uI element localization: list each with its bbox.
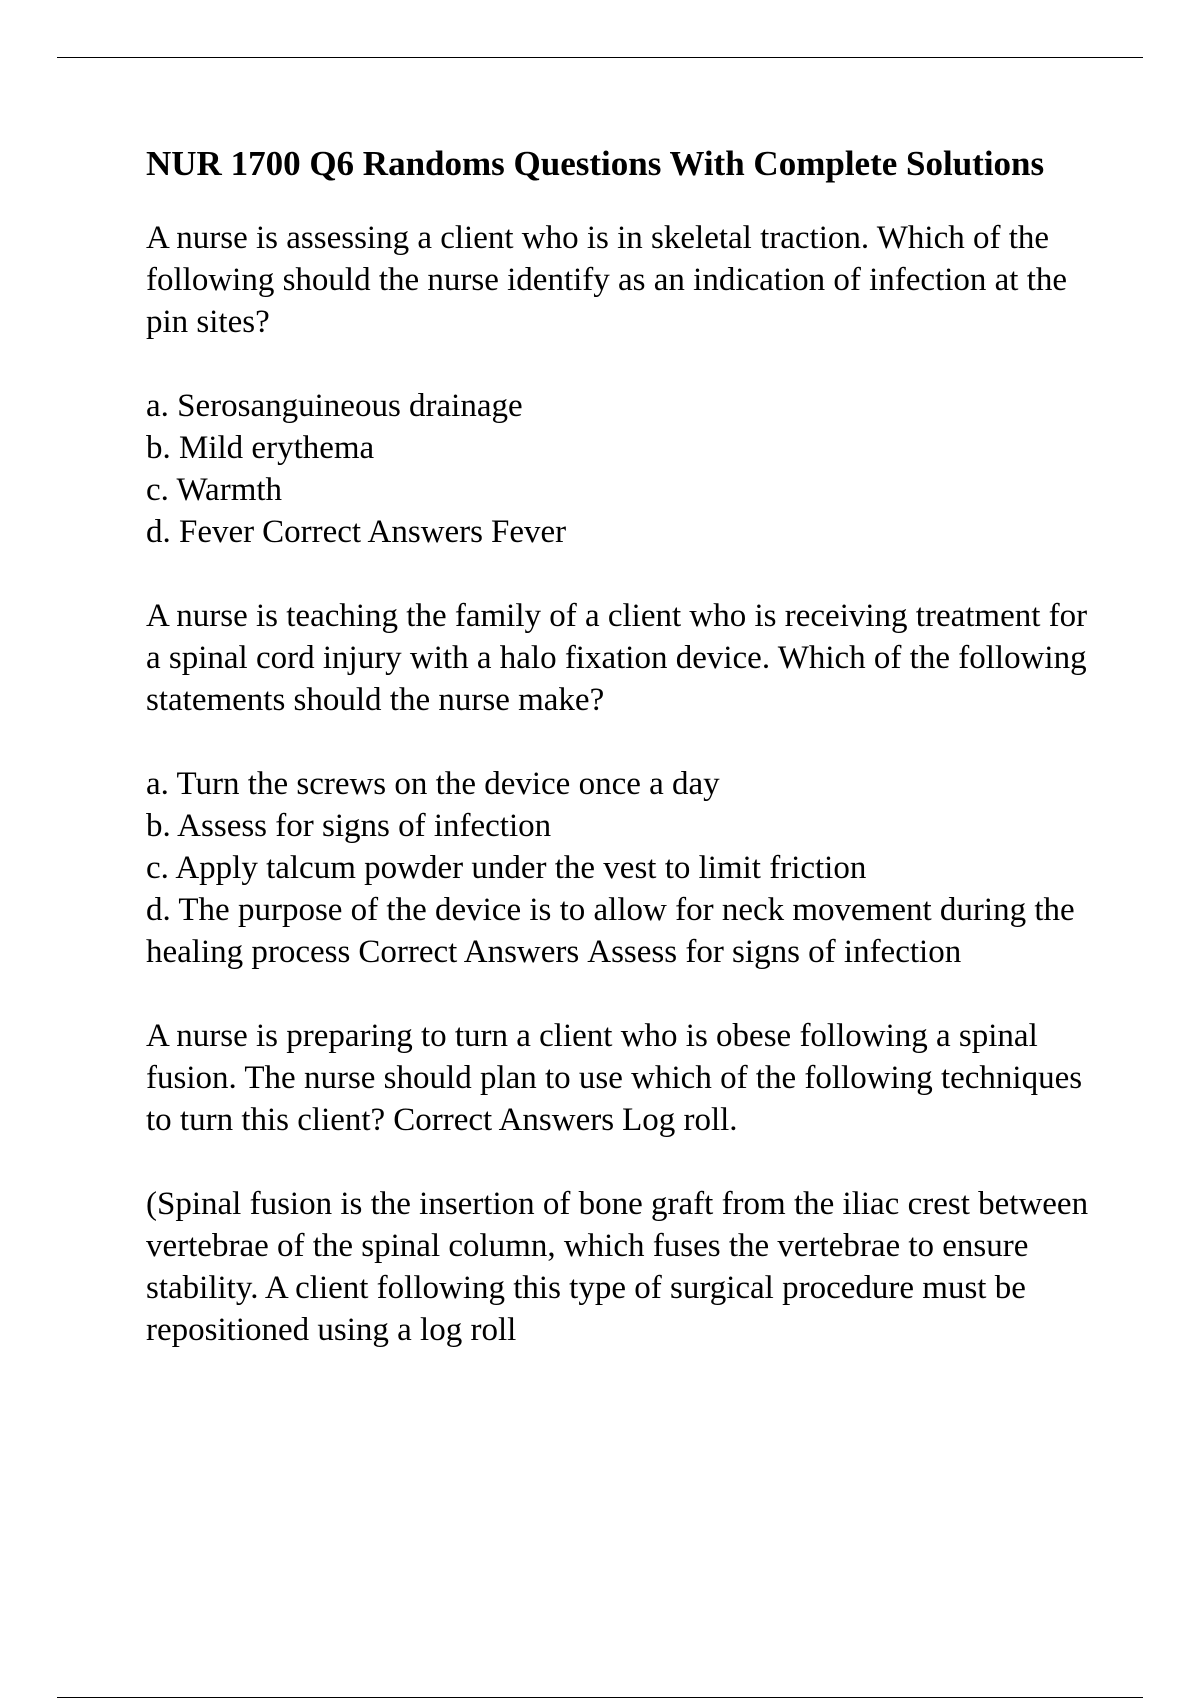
question-2-answer-label: Correct Answers	[358, 934, 580, 970]
question-1-stem: A nurse is assessing a client who is in skeletal traction. Which of the following should the nurse identify as an indication of infection at the pin sites?	[146, 220, 1068, 340]
question-2-option-c: c. Apply talcum powder under the vest to limit friction	[146, 850, 867, 886]
question-3-answer-label: Correct Answers	[393, 1102, 615, 1138]
rationale-paragraph: (Spinal fusion is the insertion of bone graft from the iliac crest between vertebrae of the spinal column, which fuses the vertebrae to ensure stability. A client following this type of surgical procedure must be repositioned using a log roll	[146, 1186, 1089, 1348]
question-1-option-d: d. Fever	[146, 514, 255, 550]
question-1-option-d-with-answer	[146, 511, 1106, 553]
question-1-options	[146, 385, 1106, 553]
question-2-stem: A nurse is teaching the family of a client who is receiving treatment for a spinal cord injury with a halo fixation device. Which of the following statements should the nurse make?	[146, 598, 1088, 718]
question-3-with-answer	[146, 1015, 1106, 1141]
question-1-answer-label: Correct Answers	[262, 514, 484, 550]
question-2-option-d-with-answer	[146, 889, 1106, 973]
document-title: NUR 1700 Q6 Randoms Questions With Complete Solutions	[146, 144, 1045, 183]
question-3-answer: Log roll.	[622, 1102, 738, 1138]
question-1-answer: Fever	[491, 514, 567, 550]
document-body	[146, 140, 1106, 1393]
bottom-rule	[57, 1697, 1143, 1698]
question-2-answer: Assess for signs of infection	[587, 934, 962, 970]
question-1-option-c: c. Warmth	[146, 472, 283, 508]
question-2-option-b: b. Assess for signs of infection	[146, 808, 552, 844]
top-rule	[57, 57, 1143, 58]
question-2-option-d: d. The purpose of the device is to allow for neck movement during the healing process	[146, 892, 1075, 970]
question-1-option-b: b. Mild erythema	[146, 430, 375, 466]
question-1-option-a: a. Serosanguineous drainage	[146, 388, 523, 424]
question-3-stem: A nurse is preparing to turn a client who is obese following a spinal fusion. The nurse should plan to use which of the following techniques to turn this client?	[146, 1018, 1083, 1138]
question-2-option-a: a. Turn the screws on the device once a day	[146, 766, 720, 802]
question-2-options	[146, 763, 1106, 973]
